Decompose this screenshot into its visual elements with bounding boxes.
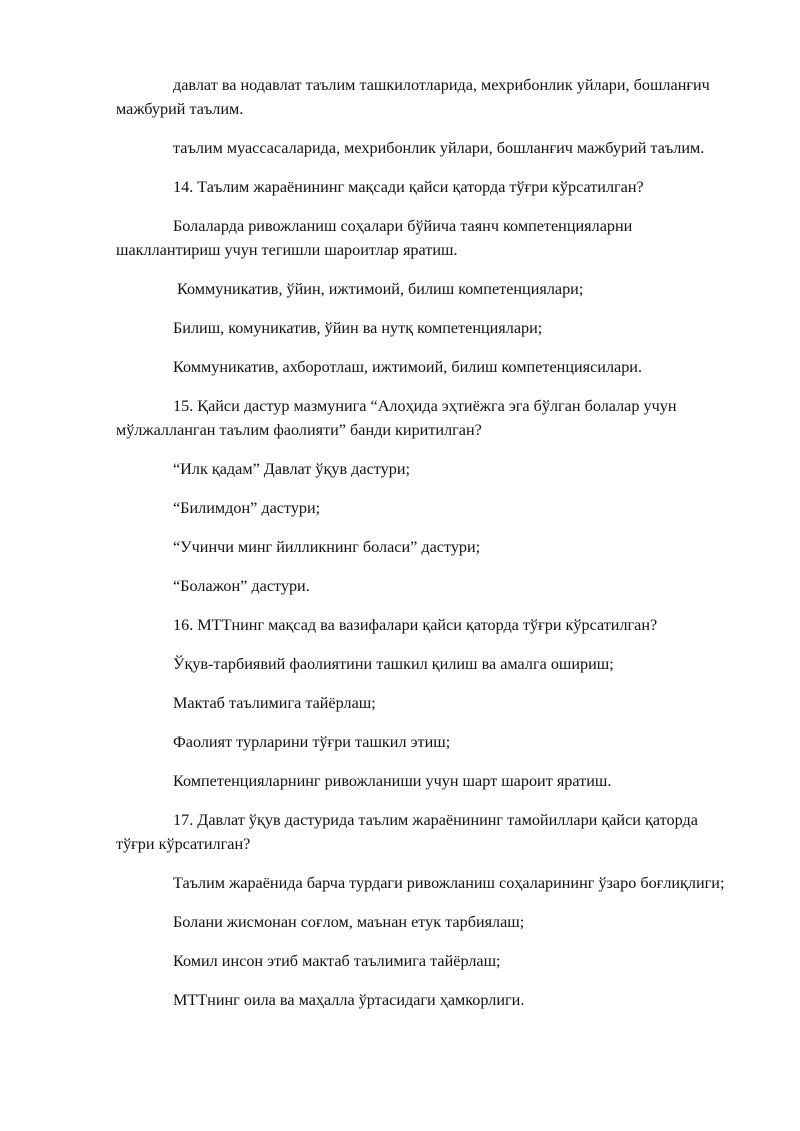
answer-option: Коммуникатив, ўйин, ижтимоий, билиш компетенциялари; [177,280,584,298]
answer-option: Таълим жараёнида барча турдаги ривожланиш соҳаларининг ўзаро боғлиқлиги; [173,874,725,892]
question-14: 14. Таълим жараёнининг мақсади қайси қаторда тўғри кўрсатилган? [173,178,644,196]
answer-option: Комил инсон этиб мактаб таълимига тайёрлаш; [173,952,501,970]
question-16: 16. МТТнинг мақсад ва вазифалари қайси қаторда тўғри кўрсатилган? [173,616,658,634]
question-15: 15. Қайси дастур мазмунига “Алоҳида эҳтиёжга эга бўлган болалар учун мўлжалланган таълим фаолияти” банди киритилган? [116,397,677,439]
answer-option: “Учинчи минг йилликнинг боласи” дастури; [173,538,481,556]
answer-option: Билиш, комуникатив, ўйин ва нутқ компетенциялари; [173,319,543,337]
answer-option: Коммуникатив, ахборотлаш, ижтимоий, билиш компетенциясилари. [173,358,643,376]
answer-option: МТТнинг оила ва маҳалла ўртасидаги ҳамкорлиги. [173,991,525,1009]
question-17: 17. Давлат ўқув дастурида таълим жараёнининг тамойиллари қайси қаторда тўғри кўрсатилган? [116,811,698,853]
answer-option: Ўқув-тарбиявий фаолиятини ташкил қилиш ва амалга ошириш; [173,655,614,673]
document-body [116,73,726,1027]
answer-option: Компетенцияларнинг ривожланиши учун шарт шароит яратиш. [173,772,612,790]
answer-option: Болаларда ривожланиш соҳалари бўйича таянч компетенцияларни шакллантириш учун тегишли шароитлар яратиш. [116,217,633,259]
answer-option: “Болажон” дастури. [173,577,310,595]
answer-option: “Билимдон” дастури; [173,499,321,517]
answer-option: “Илк қадам” Давлат ўқув дастури; [173,460,410,478]
paragraph: таълим муассасаларида, мехрибонлик уйлари, бошланғич мажбурий таълим. [173,139,705,157]
paragraph: давлат ва нодавлат таълим ташкилотларида, мехрибонлик уйлари, бошланғич мажбурий таълим. [116,76,710,118]
answer-option: Болани жисмонан соғлом, маънан етук тарбиялаш; [173,913,525,931]
answer-option: Мактаб таълимига тайёрлаш; [173,694,376,712]
answer-option: Фаолият турларини тўғри ташкил этиш; [173,733,451,751]
